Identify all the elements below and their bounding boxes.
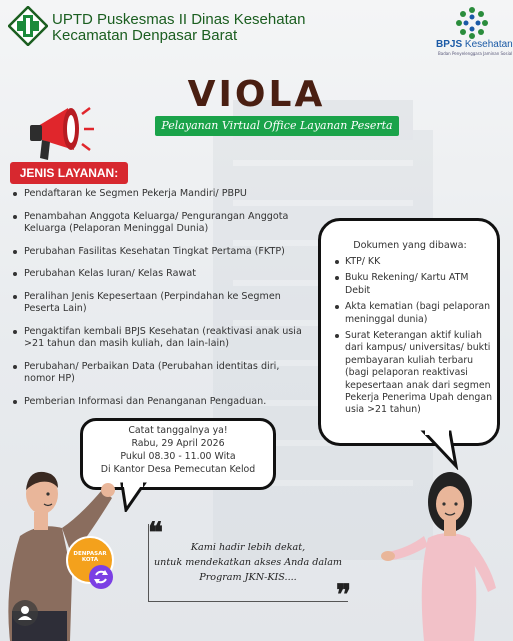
user-tag-button[interactable] — [12, 600, 38, 626]
megaphone-icon — [24, 102, 96, 164]
list-item: Pendaftaran ke Segmen Pekerja Mandiri/ PBPU — [12, 188, 308, 201]
user-icon — [12, 600, 38, 626]
services-list — [12, 188, 308, 418]
org-name-line2: Kecamatan Denpasar Barat — [52, 27, 238, 44]
repost-button[interactable] — [89, 565, 113, 589]
quote-line3: Program JKN-KIS.... — [199, 572, 297, 583]
event-note: Catat tanggalnya ya! — [128, 425, 228, 436]
quote-open-icon: ❝ — [148, 516, 164, 549]
list-item: Perubahan/ Perbaikan Data (Perubahan identitas diri, nomor HP) — [12, 361, 308, 386]
event-date: Rabu, 29 April 2026 — [131, 438, 225, 449]
bpjs-subtitle: Badan Penyelenggara Jaminan Sosial — [438, 51, 513, 56]
bpjs-name-a: BPJS — [436, 39, 463, 50]
org-name-line1: UPTD Puskesmas II Dinas Kesehatan — [52, 11, 306, 28]
list-item: KTP/ KK — [333, 256, 493, 268]
page-title: VIOLA — [187, 74, 326, 115]
list-item: Surat Keterangan aktif kuliah dari kampus/ universitas/ bukti pembayaran kuliah terbaru (bagi pelaporan reaktivasi kepesertaan anak dari segmen Pekerja Penerima Upah dengan usia >21 tahun) — [333, 330, 493, 417]
list-item: Pengaktifan kembali BPJS Kesehatan (reaktivasi anak usia >21 tahun dan masih kuliah, dan lain-lain) — [12, 326, 308, 351]
list-item: Perubahan Fasilitas Kesehatan Tingkat Pertama (FKTP) — [12, 246, 308, 259]
woman-illustration — [378, 468, 513, 641]
bpjs-logo-icon — [455, 6, 489, 40]
quote-line1: Kami hadir lebih dekat, — [190, 542, 306, 553]
services-heading: JENIS LAYANAN: — [10, 162, 128, 184]
list-item: Peralihan Jenis Kepesertaan (Perpindahan ke Segmen Peserta Lain) — [12, 291, 308, 316]
documents-list — [333, 256, 493, 421]
page-subtitle: Pelayanan Virtual Office Layanan Peserta — [155, 116, 399, 136]
event-location: Di Kantor Desa Pemecutan Kelod — [100, 464, 256, 475]
puskesmas-logo-icon — [8, 6, 48, 46]
list-item: Buku Rekening/ Kartu ATM Debit — [333, 272, 493, 297]
quote-close-icon: ❞ — [336, 578, 352, 611]
repost-icon — [89, 565, 113, 589]
badge-line1: DENPASAR — [73, 551, 107, 557]
list-item: Perubahan Kelas Iuran/ Kelas Rawat — [12, 268, 308, 281]
event-time: Pukul 08.30 - 11.00 Wita — [120, 451, 236, 462]
bpjs-name-b: Kesehatan — [464, 39, 513, 50]
list-item: Akta kematian (bagi pelaporan meninggal dunia) — [333, 301, 493, 326]
badge-line2: KOTA — [81, 557, 99, 563]
quote-line2: untuk mendekatkan akses Anda dalam — [153, 557, 343, 568]
list-item: Pemberian Informasi dan Penanganan Pengaduan. — [12, 396, 308, 409]
denpasar-logo-text — [66, 551, 114, 563]
bubble-tail-icon — [420, 430, 460, 470]
documents-title: Dokumen yang dibawa: — [353, 240, 467, 251]
bpjs-name — [436, 39, 513, 50]
list-item: Penambahan Anggota Keluarga/ Pengurangan Anggota Keluarga (Pelaporan Meninggal Dunia) — [12, 211, 308, 236]
